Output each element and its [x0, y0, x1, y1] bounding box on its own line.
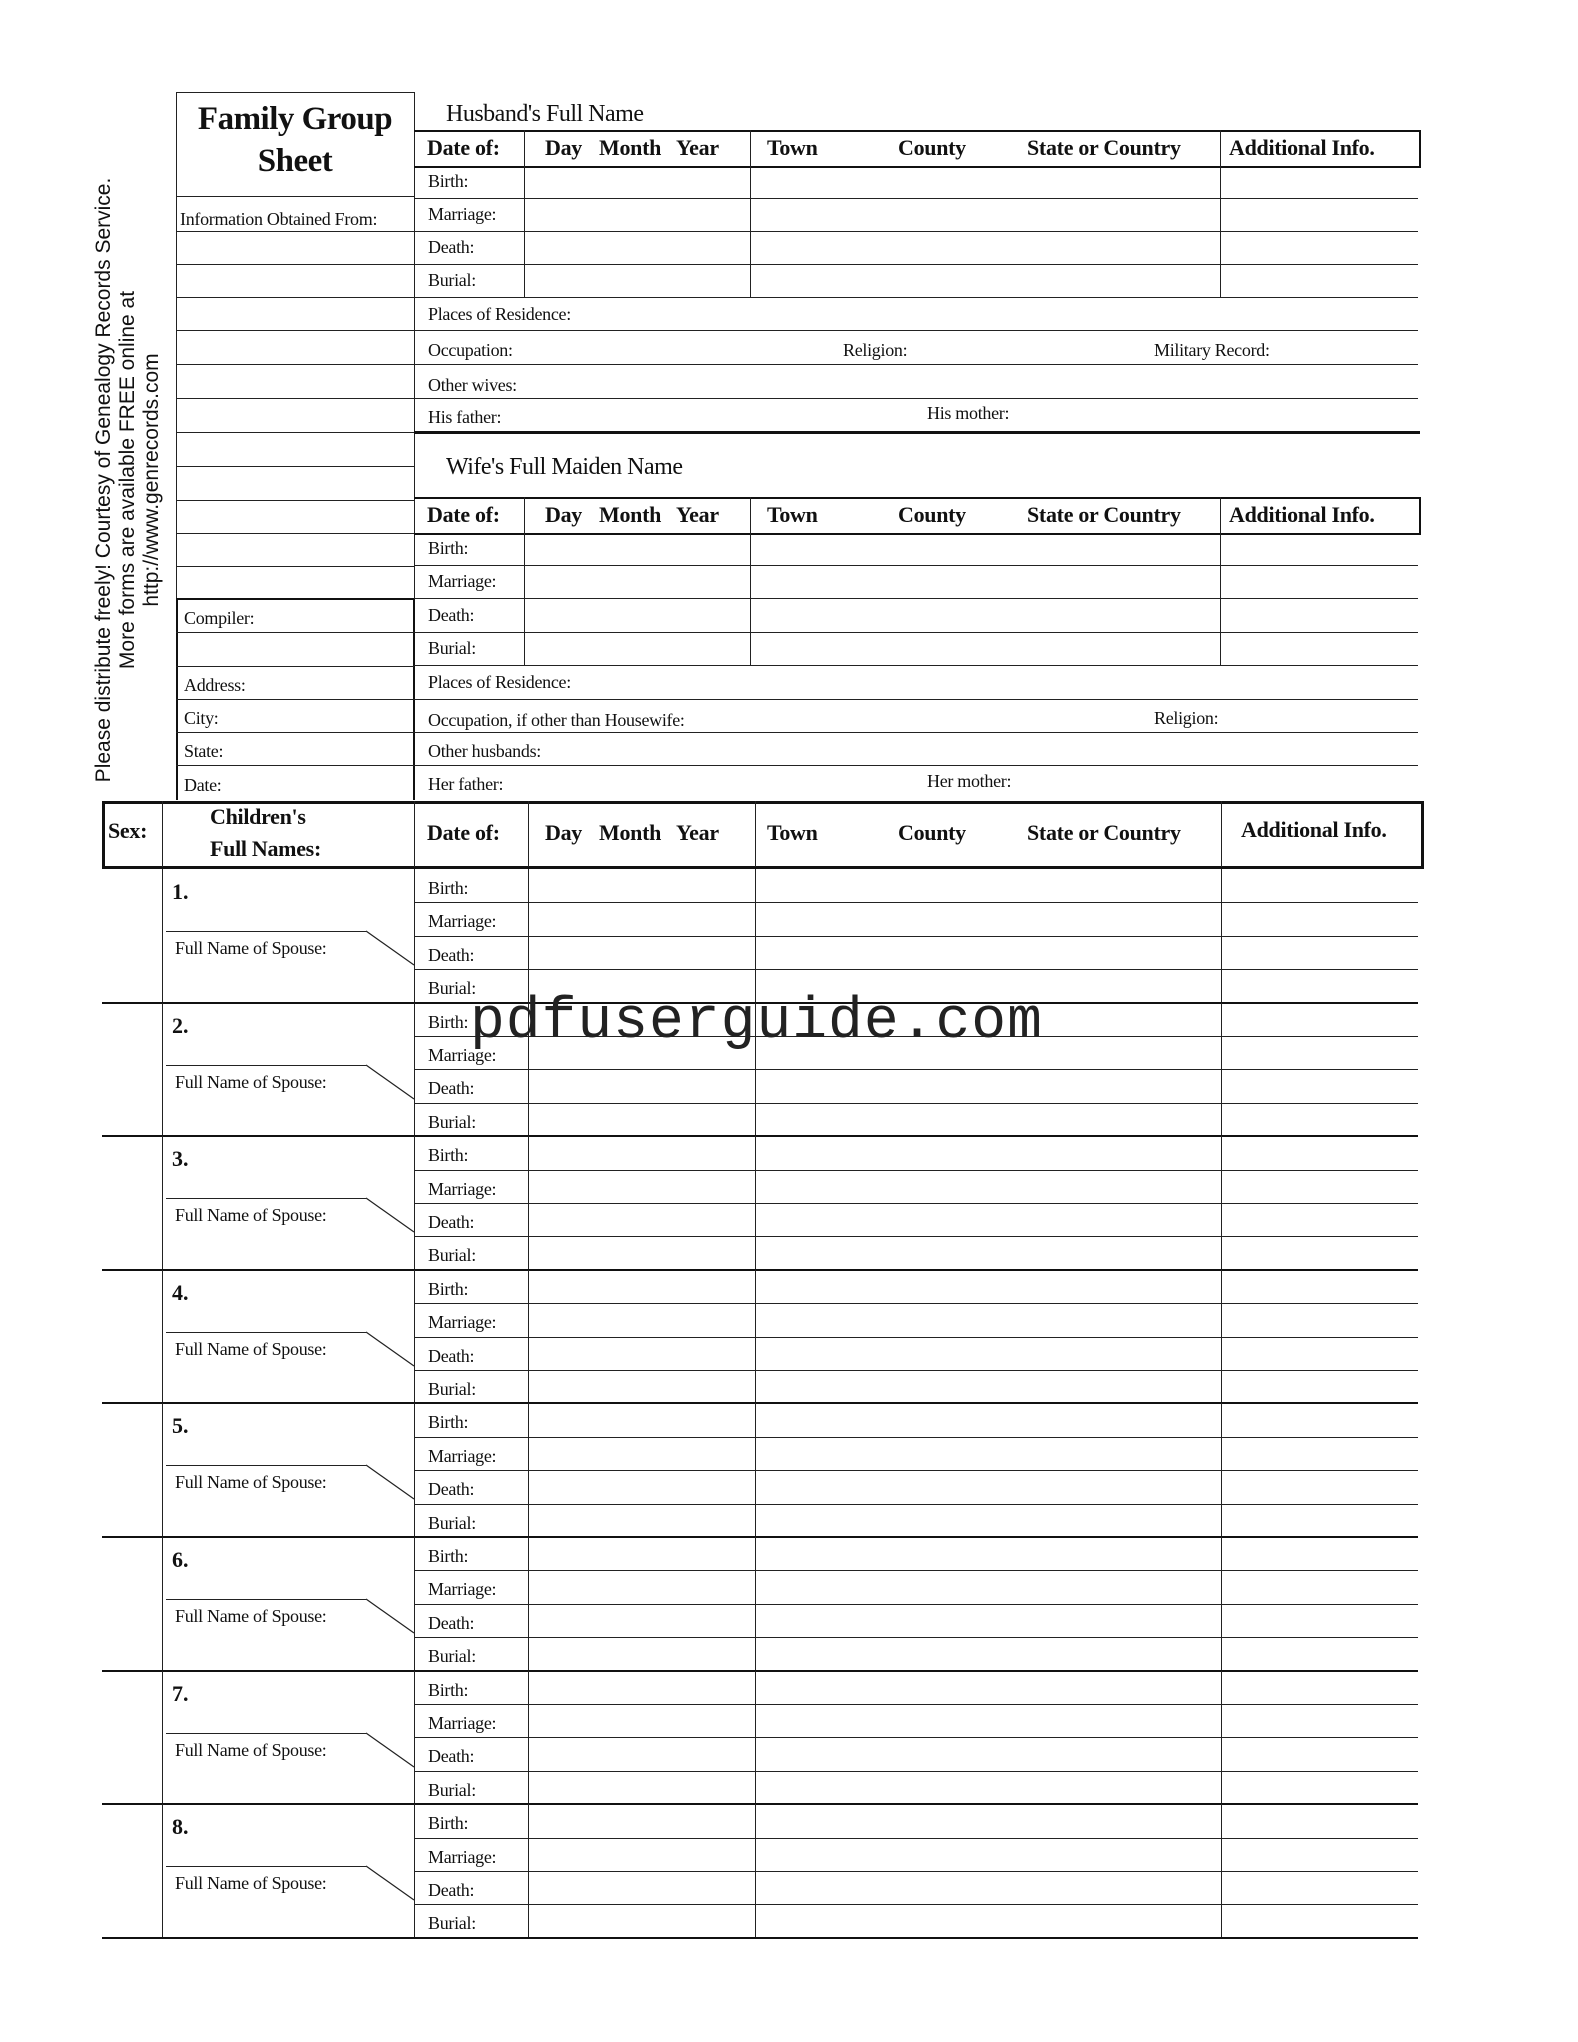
- child-number-2: 2.: [172, 1012, 189, 1038]
- child-5-death-place[interactable]: [761, 1475, 1215, 1499]
- child-4-burial-date[interactable]: [534, 1375, 749, 1399]
- child-1-birth-place[interactable]: [761, 874, 1215, 898]
- child-birth-label: Birth:: [428, 878, 469, 898]
- child-row-line: [414, 1103, 1418, 1104]
- spouse-diagonal-line: [366, 1599, 414, 1635]
- child-birth-label: Birth:: [428, 1813, 469, 1833]
- child-birth-label: Birth:: [428, 1145, 469, 1165]
- child-death-label: Death:: [428, 1479, 475, 1499]
- child-row-line: [414, 1771, 1418, 1772]
- spouse-underline: [166, 1465, 366, 1466]
- child-8-burial-date[interactable]: [534, 1909, 749, 1933]
- side-note-line2: More forms are available FREE online at: [116, 290, 139, 670]
- child-1-death-place[interactable]: [761, 941, 1215, 965]
- child-marriage-label: Marriage:: [428, 1179, 497, 1199]
- child-death-label: Death:: [428, 1880, 475, 1900]
- wife-other-husbands-field[interactable]: [552, 739, 1410, 763]
- husband-death-label: Death:: [428, 237, 475, 257]
- child-sex-divider: [162, 1003, 163, 1137]
- children-col-town: Town: [767, 820, 818, 845]
- spouse-label: Full Name of Spouse:: [175, 1338, 327, 1359]
- side-note-line1: Please distribute freely! Courtesy of Genealogy Records Service.: [92, 177, 115, 783]
- child-4-death-place[interactable]: [761, 1342, 1215, 1366]
- husband-col-day: Day: [545, 135, 582, 160]
- husband-father-field[interactable]: [512, 405, 912, 429]
- child-number-7: 7.: [172, 1680, 189, 1706]
- child-birth-label: Birth:: [428, 1546, 469, 1566]
- child-row-line: [414, 936, 1418, 937]
- husband-col-date-of: Date of:: [427, 135, 500, 160]
- child-burial-label: Burial:: [428, 1379, 476, 1399]
- wife-marriage-place[interactable]: [756, 570, 1214, 594]
- child-burial-label: Burial:: [428, 1780, 476, 1800]
- spouse-diagonal-line: [366, 1465, 414, 1501]
- child-number-1: 1.: [172, 879, 189, 904]
- children-sex-label: Sex:: [108, 818, 148, 843]
- child-row-line: [414, 1637, 1418, 1638]
- child-row-line: [414, 1470, 1418, 1471]
- child-8-birth-date[interactable]: [534, 1809, 749, 1833]
- child-birth-label: Birth:: [428, 1279, 469, 1299]
- husband-marriage-label: Marriage:: [428, 204, 497, 224]
- child-1-death-date[interactable]: [534, 941, 749, 965]
- wife-col-state: State or Country: [1027, 502, 1181, 527]
- child-2-sex-field[interactable]: [108, 1011, 158, 1037]
- child-8-sex-field[interactable]: [108, 1812, 158, 1838]
- husband-other-wives-field[interactable]: [530, 372, 1410, 396]
- child-3-name-field[interactable]: [200, 1144, 408, 1170]
- child-marriage-label: Marriage:: [428, 1579, 497, 1599]
- child-marriage-label: Marriage:: [428, 1847, 497, 1867]
- child-4-marriage-place[interactable]: [761, 1308, 1215, 1332]
- child-8-death-date[interactable]: [534, 1876, 749, 1900]
- child-death-label: Death:: [428, 1346, 475, 1366]
- child-5-birth-date[interactable]: [534, 1408, 749, 1432]
- husband-col-state: State or Country: [1027, 135, 1181, 160]
- child-8-birth-place[interactable]: [761, 1809, 1215, 1833]
- spouse-label: Full Name of Spouse:: [175, 1606, 327, 1626]
- spouse-underline: [166, 1733, 366, 1734]
- child-row-line: [414, 1838, 1418, 1839]
- child-number-3: 3.: [172, 1146, 189, 1172]
- husband-marriage-place[interactable]: [756, 203, 1214, 227]
- wife-death-label: Death:: [428, 605, 475, 625]
- child-8-marriage-place[interactable]: [761, 1843, 1215, 1867]
- child-4-birth-date[interactable]: [534, 1275, 749, 1299]
- child-death-label: Death:: [428, 1613, 475, 1633]
- child-4-sex-field[interactable]: [108, 1278, 158, 1304]
- child-row-line: [414, 969, 1418, 970]
- husband-residence-label: Places of Residence:: [428, 304, 571, 324]
- spouse-underline: [166, 1065, 366, 1066]
- spouse-diagonal-line: [366, 931, 414, 967]
- info-source-field-2[interactable]: [182, 269, 408, 293]
- child-birth-label: Birth:: [428, 1680, 469, 1700]
- child-7-birth-place[interactable]: [761, 1676, 1215, 1700]
- child-block-divider: [102, 1937, 1418, 1939]
- child-7-burial-date[interactable]: [534, 1776, 749, 1800]
- child-5-sex-field[interactable]: [108, 1411, 158, 1437]
- city-label: City:: [184, 708, 219, 728]
- info-source-field-1[interactable]: [182, 236, 408, 260]
- children-names-label-1: Children's: [210, 804, 306, 829]
- wife-other-husbands-label: Other husbands:: [428, 741, 541, 761]
- child-sex-divider: [162, 1403, 163, 1537]
- compiler-label: Compiler:: [184, 608, 255, 628]
- wife-col-date-of: Date of:: [427, 502, 500, 527]
- child-row-line: [414, 1904, 1418, 1905]
- child-row-line: [414, 1370, 1418, 1371]
- spouse-diagonal-line: [366, 1332, 414, 1368]
- child-number-5: 5.: [172, 1413, 189, 1439]
- children-col-day: Day: [545, 820, 582, 845]
- children-names-label-2: Full Names:: [210, 836, 321, 861]
- spouse-underline: [166, 1866, 366, 1867]
- page-title-line2: Sheet: [257, 143, 333, 179]
- wife-col-day: Day: [545, 502, 582, 527]
- husband-col-county: County: [898, 135, 966, 160]
- child-4-burial-place[interactable]: [761, 1375, 1215, 1399]
- child-6-marriage-place[interactable]: [761, 1575, 1215, 1599]
- child-5-marriage-date[interactable]: [534, 1442, 749, 1466]
- child-7-birth-date[interactable]: [534, 1676, 749, 1700]
- child-6-spouse-field[interactable]: [172, 1635, 408, 1661]
- child-7-marriage-place[interactable]: [761, 1709, 1215, 1733]
- child-3-birth-date[interactable]: [534, 1141, 749, 1165]
- child-row-line: [414, 1303, 1418, 1304]
- spouse-label: Full Name of Spouse:: [175, 1071, 327, 1092]
- date-field[interactable]: [232, 771, 408, 795]
- child-row-line: [414, 1170, 1418, 1171]
- husband-occupation-field[interactable]: [524, 338, 824, 362]
- child-row-line: [414, 1203, 1418, 1204]
- husband-father-label: His father:: [428, 407, 502, 427]
- wife-residence-label: Places of Residence:: [428, 672, 571, 692]
- spouse-underline: [166, 1599, 366, 1600]
- child-5-name-field[interactable]: [200, 1411, 408, 1437]
- child-row-line: [414, 1737, 1418, 1738]
- child-5-spouse-field[interactable]: [172, 1501, 408, 1527]
- state-label: State:: [184, 741, 224, 761]
- child-3-birth-place[interactable]: [761, 1141, 1215, 1165]
- child-burial-label: Burial:: [428, 1646, 476, 1666]
- husband-burial-place[interactable]: [756, 269, 1214, 293]
- husband-death-date[interactable]: [530, 236, 744, 260]
- child-1-marriage-date[interactable]: [534, 907, 749, 931]
- child-sex-divider: [162, 1804, 163, 1938]
- child-5-death-date[interactable]: [534, 1475, 749, 1499]
- child-7-marriage-date[interactable]: [534, 1709, 749, 1733]
- wife-col-month: Month: [599, 502, 662, 527]
- child-sex-divider: [162, 1537, 163, 1671]
- child-6-birth-place[interactable]: [761, 1542, 1215, 1566]
- husband-other-wives-label: Other wives:: [428, 375, 517, 395]
- child-row-line: [414, 902, 1418, 903]
- compiler-field[interactable]: [262, 605, 408, 629]
- child-death-label: Death:: [428, 1746, 475, 1766]
- child-6-sex-field[interactable]: [108, 1545, 158, 1571]
- wife-heading: Wife's Full Maiden Name: [446, 454, 683, 480]
- child-4-name-field[interactable]: [200, 1278, 408, 1304]
- husband-birth-day[interactable]: [530, 170, 744, 194]
- husband-residence-field[interactable]: [590, 303, 1410, 327]
- child-4-death-date[interactable]: [534, 1342, 749, 1366]
- child-8-burial-place[interactable]: [761, 1909, 1215, 1933]
- husband-birth-place[interactable]: [756, 170, 1214, 194]
- spouse-underline: [166, 1332, 366, 1333]
- child-7-spouse-field[interactable]: [172, 1769, 408, 1795]
- child-marriage-label: Marriage:: [428, 911, 497, 931]
- children-col-county: County: [898, 820, 966, 845]
- wife-mother-field[interactable]: [1026, 770, 1410, 794]
- address-label: Address:: [184, 675, 246, 695]
- wife-father-label: Her father:: [428, 774, 504, 794]
- child-8-name-field[interactable]: [200, 1812, 408, 1838]
- husband-col-month: Month: [599, 135, 662, 160]
- info-obtained-label: Information Obtained From:: [180, 209, 378, 229]
- child-6-name-field[interactable]: [200, 1545, 408, 1571]
- child-3-marriage-place[interactable]: [761, 1175, 1215, 1199]
- husband-military-label: Military Record:: [1154, 340, 1270, 360]
- state-field[interactable]: [240, 738, 408, 762]
- wife-residence-field[interactable]: [590, 671, 1410, 695]
- child-7-sex-field[interactable]: [108, 1679, 158, 1705]
- child-sex-divider: [162, 1671, 163, 1805]
- child-4-birth-place[interactable]: [761, 1275, 1215, 1299]
- child-burial-label: Burial:: [428, 1245, 476, 1265]
- husband-birth-label: Birth:: [428, 171, 469, 191]
- wife-religion-label: Religion:: [1154, 708, 1219, 728]
- wife-col-additional: Additional Info.: [1229, 502, 1375, 527]
- children-col-state: State or Country: [1027, 820, 1181, 845]
- child-birth-label: Birth:: [428, 1412, 469, 1432]
- husband-col-town: Town: [767, 135, 818, 160]
- child-7-death-place[interactable]: [761, 1742, 1215, 1766]
- child-sex-divider: [162, 869, 163, 1003]
- wife-col-year: Year: [676, 502, 719, 527]
- husband-burial-date[interactable]: [530, 269, 744, 293]
- wife-death-date[interactable]: [530, 604, 744, 628]
- child-6-burial-place[interactable]: [761, 1642, 1215, 1666]
- child-7-burial-place[interactable]: [761, 1776, 1215, 1800]
- child-death-label: Death:: [428, 1078, 475, 1098]
- child-sex-divider: [162, 1136, 163, 1270]
- children-col-additional: Additional Info.: [1241, 817, 1387, 842]
- child-2-death-place[interactable]: [761, 1074, 1215, 1098]
- child-3-sex-field[interactable]: [108, 1144, 158, 1170]
- husband-birth-info[interactable]: [1226, 170, 1414, 194]
- child-3-death-place[interactable]: [761, 1208, 1215, 1232]
- child-3-death-date[interactable]: [534, 1208, 749, 1232]
- child-8-spouse-field[interactable]: [172, 1902, 408, 1928]
- wife-birth-label: Birth:: [428, 538, 469, 558]
- child-4-spouse-field[interactable]: [172, 1368, 408, 1394]
- child-death-label: Death:: [428, 1212, 475, 1232]
- wife-name-field[interactable]: [700, 452, 1410, 478]
- wife-birth-place[interactable]: [756, 537, 1214, 561]
- wife-col-county: County: [898, 502, 966, 527]
- child-2-spouse-field[interactable]: [172, 1101, 408, 1127]
- child-row-line: [414, 1504, 1418, 1505]
- child-6-death-place[interactable]: [761, 1609, 1215, 1633]
- page-title-line1: Family Group: [197, 101, 393, 137]
- husband-occupation-label: Occupation:: [428, 340, 513, 360]
- child-5-birth-place[interactable]: [761, 1408, 1215, 1432]
- husband-name-field[interactable]: [650, 100, 1410, 126]
- watermark: pdfuserguide.com: [470, 990, 1043, 1055]
- child-burial-label: Burial:: [428, 1513, 476, 1533]
- child-burial-label: Burial:: [428, 1913, 476, 1933]
- child-2-burial-place[interactable]: [761, 1108, 1215, 1132]
- wife-mother-label: Her mother:: [927, 771, 1012, 791]
- spouse-label: Full Name of Spouse:: [175, 1472, 327, 1493]
- wife-marriage-date[interactable]: [530, 570, 744, 594]
- child-3-burial-place[interactable]: [761, 1241, 1215, 1265]
- child-8-marriage-date[interactable]: [534, 1843, 749, 1867]
- children-col-date-of: Date of:: [427, 820, 500, 845]
- child-2-burial-date[interactable]: [534, 1108, 749, 1132]
- wife-marriage-label: Marriage:: [428, 571, 497, 591]
- husband-mother-field[interactable]: [1026, 403, 1410, 427]
- child-6-burial-date[interactable]: [534, 1642, 749, 1666]
- child-5-marriage-place[interactable]: [761, 1442, 1215, 1466]
- child-1-marriage-place[interactable]: [761, 907, 1215, 931]
- child-7-name-field[interactable]: [200, 1679, 408, 1705]
- husband-heading: Husband's Full Name: [446, 101, 644, 127]
- child-8-death-place[interactable]: [761, 1876, 1215, 1900]
- child-3-spouse-field[interactable]: [172, 1234, 408, 1260]
- child-2-name-field[interactable]: [200, 1011, 408, 1037]
- child-birth-label: Birth:: [428, 1012, 469, 1032]
- child-7-death-date[interactable]: [534, 1742, 749, 1766]
- spouse-label: Full Name of Spouse:: [175, 1739, 327, 1760]
- child-row-line: [414, 1604, 1418, 1605]
- side-note-line3: http://www.genrecords.com: [140, 353, 163, 607]
- child-5-burial-date[interactable]: [534, 1509, 749, 1533]
- child-1-spouse-field[interactable]: [172, 967, 408, 993]
- child-marriage-label: Marriage:: [428, 1713, 497, 1733]
- child-row-line: [414, 1437, 1418, 1438]
- wife-burial-date[interactable]: [530, 637, 744, 661]
- spouse-label: Full Name of Spouse:: [175, 1873, 327, 1894]
- child-2-death-date[interactable]: [534, 1074, 749, 1098]
- husband-mother-label: His mother:: [927, 403, 1010, 423]
- spouse-label: Full Name of Spouse:: [175, 1205, 327, 1226]
- child-marriage-label: Marriage:: [428, 1312, 497, 1332]
- spouse-underline: [166, 931, 366, 932]
- wife-occupation-label: Occupation, if other than Housewife:: [428, 710, 685, 730]
- husband-marriage-date[interactable]: [530, 203, 744, 227]
- side-note: [92, 170, 164, 790]
- date-label: Date:: [184, 775, 222, 795]
- wife-occupation-field[interactable]: [710, 706, 1140, 730]
- child-row-line: [414, 1704, 1418, 1705]
- child-row-line: [414, 1069, 1418, 1070]
- child-3-marriage-date[interactable]: [534, 1175, 749, 1199]
- wife-burial-place[interactable]: [756, 637, 1214, 661]
- child-6-marriage-date[interactable]: [534, 1575, 749, 1599]
- address-field[interactable]: [262, 672, 408, 696]
- child-3-burial-date[interactable]: [534, 1241, 749, 1265]
- child-sex-divider: [162, 1270, 163, 1404]
- child-death-label: Death:: [428, 945, 475, 965]
- child-5-burial-place[interactable]: [761, 1509, 1215, 1533]
- child-1-sex-field[interactable]: [108, 877, 158, 903]
- wife-burial-label: Burial:: [428, 638, 476, 658]
- spouse-underline: [166, 1198, 366, 1199]
- wife-birth-date[interactable]: [530, 537, 744, 561]
- child-marriage-label: Marriage:: [428, 1446, 497, 1466]
- child-row-line: [414, 1570, 1418, 1571]
- child-6-death-date[interactable]: [534, 1609, 749, 1633]
- child-row-line: [414, 1337, 1418, 1338]
- husband-burial-label: Burial:: [428, 270, 476, 290]
- child-1-birth-date[interactable]: [534, 874, 749, 898]
- city-field[interactable]: [232, 705, 408, 729]
- wife-col-town: Town: [767, 502, 818, 527]
- child-number-6: 6.: [172, 1547, 189, 1572]
- spouse-diagonal-line: [366, 1065, 414, 1101]
- spouse-diagonal-line: [366, 1866, 414, 1902]
- children-col-year: Year: [676, 820, 719, 845]
- child-4-marriage-date[interactable]: [534, 1308, 749, 1332]
- info-source-field-3[interactable]: [182, 302, 408, 326]
- spouse-label: Full Name of Spouse:: [175, 938, 327, 958]
- children-col-month: Month: [599, 820, 662, 845]
- wife-death-place[interactable]: [756, 604, 1214, 628]
- child-6-birth-date[interactable]: [534, 1542, 749, 1566]
- husband-death-place[interactable]: [756, 236, 1214, 260]
- child-row-line: [414, 1236, 1418, 1237]
- child-marriage-label: Marriage:: [428, 1045, 497, 1065]
- child-number-4: 4.: [172, 1279, 189, 1305]
- wife-father-field[interactable]: [512, 772, 912, 796]
- spouse-diagonal-line: [366, 1198, 414, 1234]
- husband-col-additional: Additional Info.: [1229, 135, 1375, 160]
- child-row-line: [414, 1871, 1418, 1872]
- husband-col-year: Year: [676, 135, 719, 160]
- child-burial-label: Burial:: [428, 978, 476, 998]
- child-1-name-field[interactable]: [200, 877, 408, 903]
- husband-religion-label: Religion:: [843, 340, 908, 360]
- child-number-8: 8.: [172, 1814, 189, 1840]
- child-burial-label: Burial:: [428, 1112, 476, 1132]
- spouse-diagonal-line: [366, 1733, 414, 1769]
- page-title: [176, 98, 414, 182]
